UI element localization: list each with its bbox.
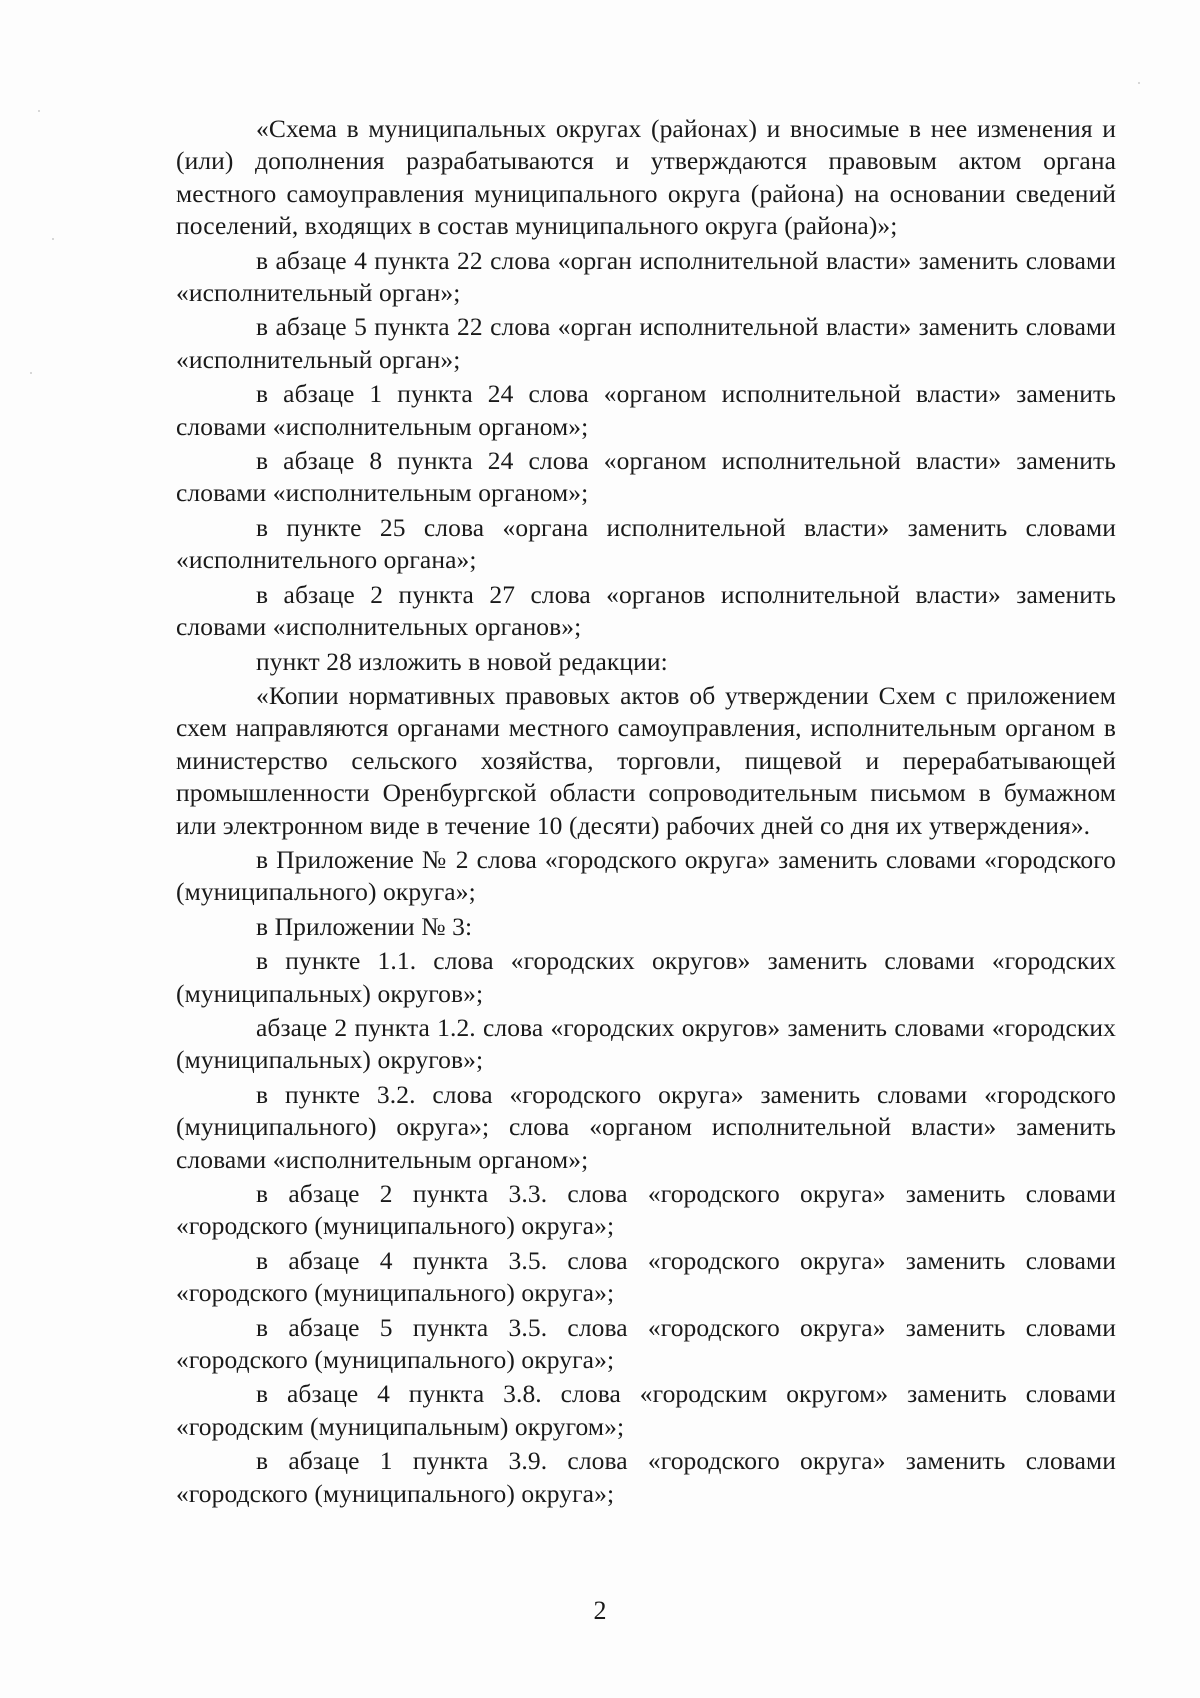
paragraph: в пункте 25 слова «органа исполнительной власти» заменить словами «исполнительного органа»; (176, 512, 1116, 575)
paragraph: в абзаце 4 пункта 22 слова «орган исполнительной власти» заменить словами «исполнительный орган»; (176, 245, 1116, 308)
scan-speck (1138, 82, 1140, 84)
document-body (176, 113, 1116, 1510)
paragraph: в абзаце 5 пункта 22 слова «орган исполнительной власти» заменить словами «исполнительный орган»; (176, 312, 1116, 374)
paragraph: в абзаце 2 пункта 27 слова «органов исполнительной власти» заменить словами «исполнительных органов»; (176, 579, 1116, 642)
paragraph: в абзаце 8 пункта 24 слова «органом исполнительной власти» заменить словами «исполнительным органом»; (176, 446, 1116, 508)
paragraph: в Приложение № 2 слова «городского округа» заменить словами «городского (муниципального) округа»; (176, 844, 1116, 907)
paragraph: «Схема в муниципальных округах (районах) и вносимые в нее изменения и (или) дополнения разрабатываются и утверждаются правовым актом органа местного самоуправления муниципального округа (района) на основании сведений поселений, входящих в состав муниципального округа (района)»; (176, 114, 1116, 241)
paragraph: в пункте 1.1. слова «городских округов» заменить словами «городских (муниципальных) округов»; (176, 946, 1116, 1008)
paragraph: в абзаце 1 пункта 3.9. слова «городского округа» заменить словами «городского (муниципального) округа»; (176, 1446, 1116, 1508)
scan-speck (38, 110, 40, 112)
paragraph: абзаце 2 пункта 1.2. слова «городских округов» заменить словами «городских (муниципальных) округов»; (176, 1012, 1116, 1075)
paragraph: в Приложении № 3: (256, 911, 473, 941)
paragraph: пункт 28 изложить в новой редакции: (256, 646, 668, 676)
page-number: 2 (593, 1596, 607, 1625)
paragraph: в абзаце 5 пункта 3.5. слова «городского округа» заменить словами «городского (муниципального) округа»; (176, 1312, 1116, 1375)
paragraph: в пункте 3.2. слова «городского округа» заменить словами «городского (муниципального) округа»; слова «органом исполнительной власти» заменить словами «исполнительным органом»; (176, 1079, 1116, 1174)
paragraph: в абзаце 4 пункта 3.5. слова «городского округа» заменить словами «городского (муниципального) округа»; (176, 1245, 1116, 1308)
paragraph: в абзаце 2 пункта 3.3. слова «городского округа» заменить словами «городского (муниципального) округа»; (176, 1179, 1116, 1241)
paragraph: в абзаце 1 пункта 24 слова «органом исполнительной власти» заменить словами «исполнительным органом»; (176, 379, 1116, 441)
paragraph: «Копии нормативных правовых актов об утверждении Схем с приложением схем направляются органами местного самоуправления, исполнительным органом в министерство сельского хозяйства, торговли, пищевой и перерабатывающей промышленности Оренбургской области сопроводительным письмом в бумажном или электронном виде в течение 10 (десяти) рабочих дней со дня их утверждения». (176, 680, 1116, 840)
scan-speck (30, 372, 32, 374)
scan-speck (52, 238, 54, 240)
paragraph: в абзаце 4 пункта 3.8. слова «городским округом» заменить словами «городским (муниципальным) округом»; (176, 1379, 1116, 1441)
